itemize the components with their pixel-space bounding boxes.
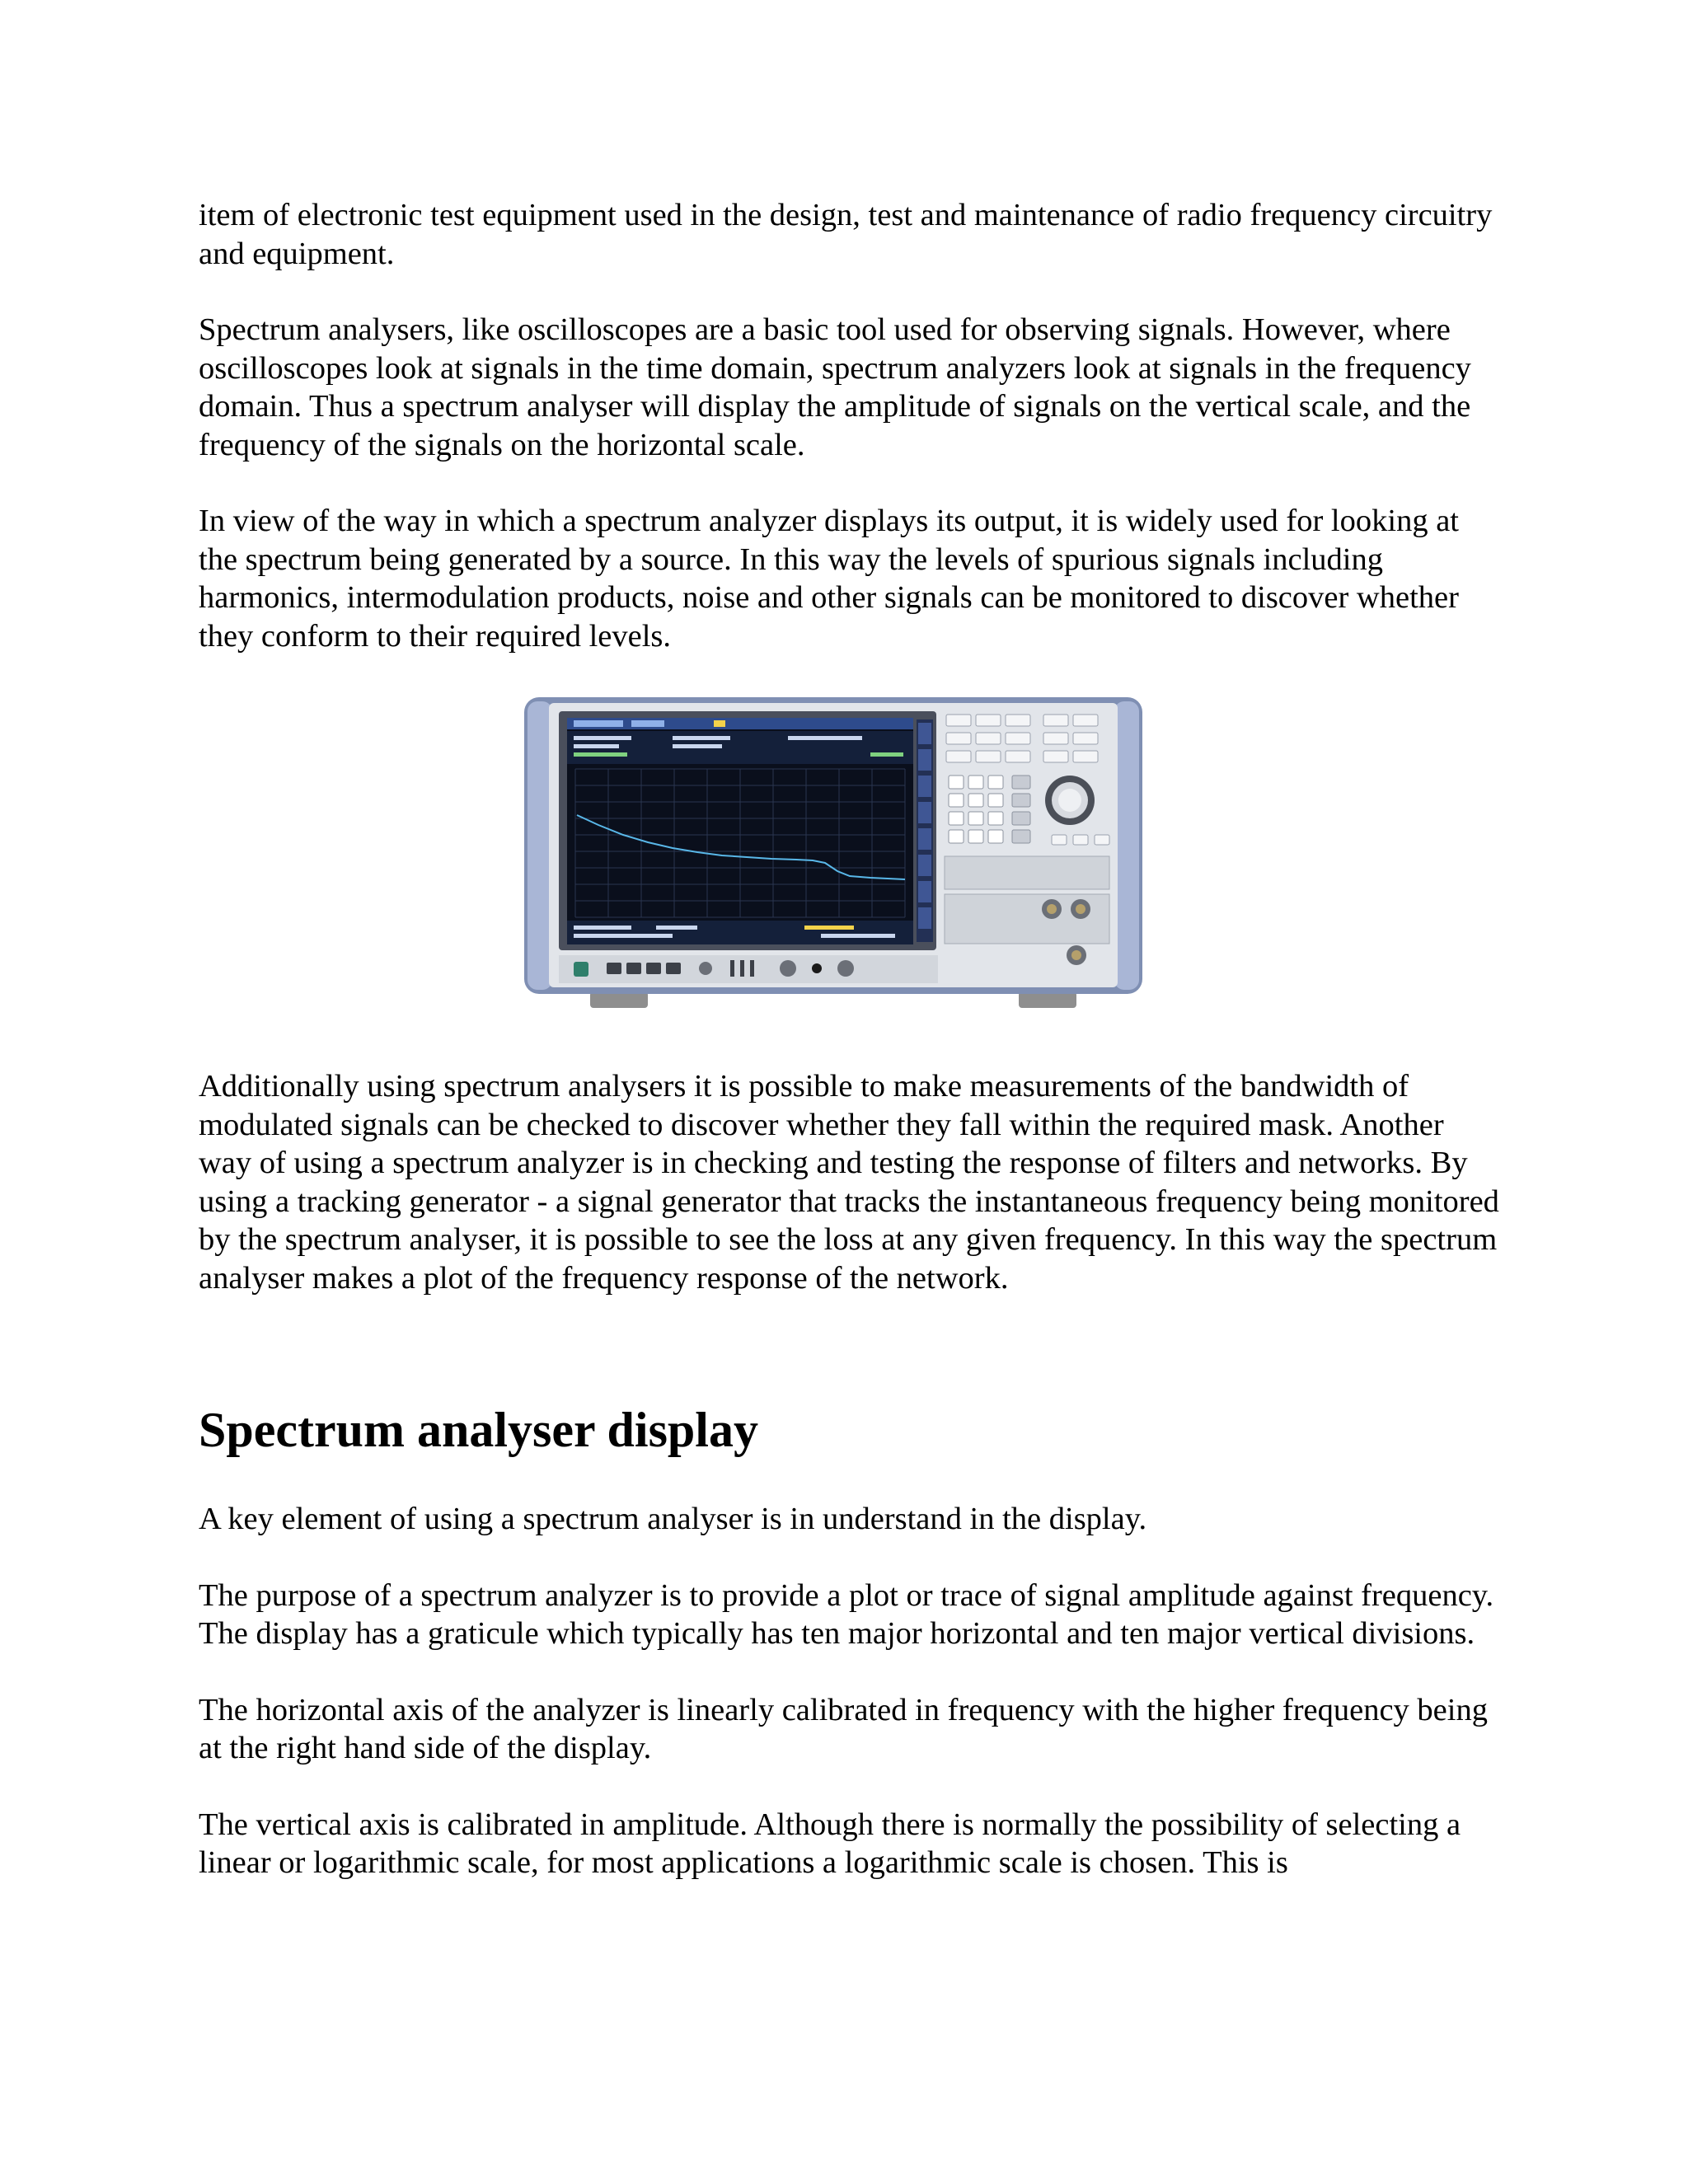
figure (199, 693, 1501, 1015)
paragraph-intro: item of electronic test equipment used in the design, test and maintenance of radio frequency circuitry and equipment. (199, 198, 1493, 271)
paragraph-display-purpose: The purpose of a spectrum analyzer is to provide a plot or trace of signal amplitude against frequency. The display has a graticule which typically has ten major horizontal and ten major vertical divisions. (199, 1577, 1494, 1651)
paragraph-vertical-axis: The vertical axis is calibrated in amplitude. Although there is normally the possibility of selecting a linear or logarithmic scale, for most applications a logarithmic scale is chosen. This is (199, 1807, 1461, 1880)
paragraph-display-key-element: A key element of using a spectrum analyser is in understand in the display. (199, 1502, 1147, 1536)
paragraph-bandwidth-and-tracking: Additionally using spectrum analysers it is possible to make measurements of the bandwidth of modulated signals can be checked to discover whether they fall within the required mask. Another way of using a spectrum analyzer is in checking and testing the response of filters and networks. By using a tracking generator - a signal generator that tracks the instantaneous frequency being monitored by the spectrum analyser, it is possible to see the loss at any given frequency. In this way the spectrum analyser makes a plot of the frequency response of the network. (199, 1069, 1499, 1296)
paragraph-time-vs-frequency: Spectrum analysers, like oscilloscopes are a basic tool used for observing signals. However, where oscilloscopes look at signals in the time domain, spectrum analyzers look at signals in the frequency domain. Thus a spectrum analyser will display the amplitude of signals on the vertical scale, and the frequency of the signals on the horizontal scale. (199, 312, 1471, 462)
spectrum-analyzer-photo (524, 693, 1142, 1015)
section-heading: Spectrum analyser display (199, 1403, 758, 1457)
paragraph-spurious-signals: In view of the way in which a spectrum analyzer displays its output, it is widely used for looking at the spectrum being generated by a source. In this way the levels of spurious signals including harmonics, intermodulation products, noise and other signals can be monitored to discover whether they conform to their required levels. (199, 504, 1459, 654)
paragraph-horizontal-axis: The horizontal axis of the analyzer is linearly calibrated in frequency with the higher frequency being at the right hand side of the display. (199, 1692, 1488, 1765)
document-body (199, 196, 1501, 1920)
